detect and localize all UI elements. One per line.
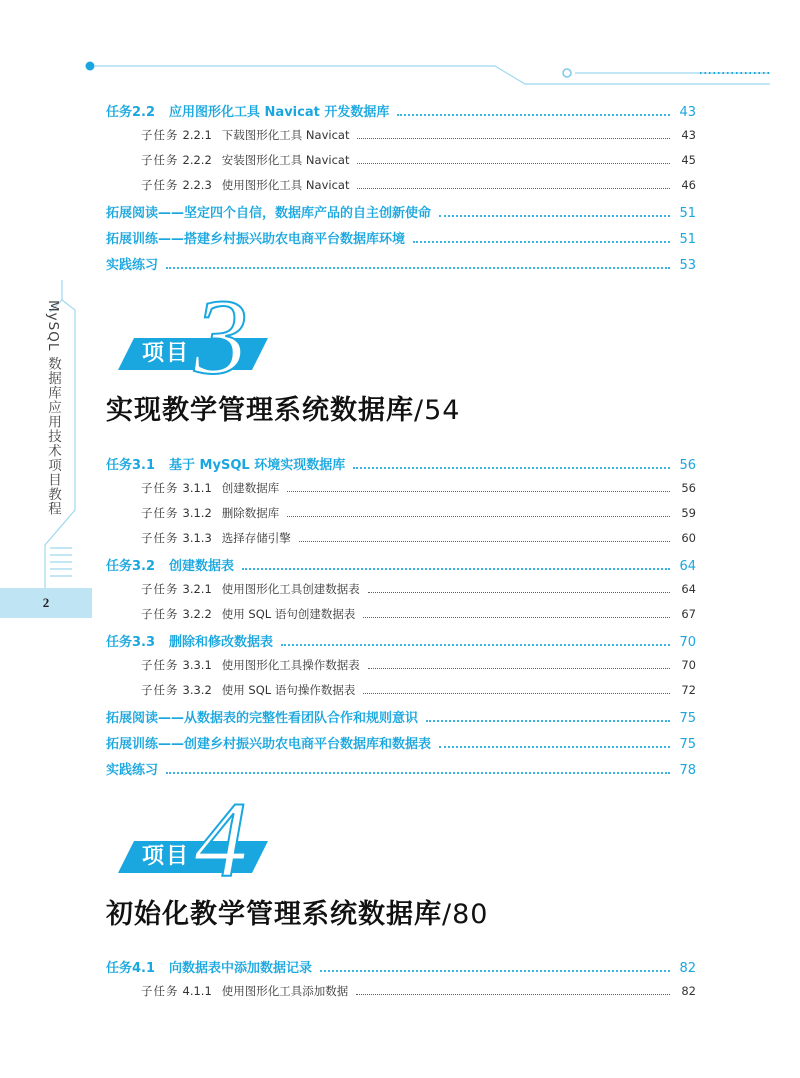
toc-entry-title: 拓展阅读——坚定四个自信，数据库产品的自主创新使命 [106, 206, 432, 221]
toc-entry-number: 2.2.3 [182, 178, 212, 192]
toc-entry-page: 45 [681, 153, 696, 167]
dot-leader [299, 541, 670, 542]
toc-entry-subtask[interactable] [141, 657, 696, 673]
toc-entry-task[interactable] [106, 759, 696, 778]
toc-entry-number: 3.2.1 [182, 582, 212, 596]
toc-entry-title: 使用 SQL 语句操作数据表 [221, 683, 356, 697]
toc-entry-page: 56 [681, 481, 696, 495]
toc-entry-subtask[interactable] [141, 606, 696, 622]
subtask-prefix: 子任务 [141, 607, 179, 621]
toc-entry-page: 51 [679, 206, 696, 221]
toc-entry-title: 删除和修改数据表 [169, 635, 274, 650]
toc-entry-page: 64 [681, 582, 696, 596]
project-4-title[interactable] [106, 892, 488, 931]
toc-entry-number: 任务3.3 [106, 635, 156, 650]
project-3-number: 3 [194, 278, 248, 397]
project-3-badge [118, 278, 276, 397]
toc-entry-page: 43 [681, 128, 696, 142]
toc-entry-title: 删除数据库 [221, 506, 280, 520]
toc-entry-title: 创建数据库 [221, 481, 280, 495]
toc-entry-page: 67 [681, 607, 696, 621]
toc-entry-number: 3.3.2 [182, 683, 212, 697]
project-4-badge [118, 781, 276, 900]
toc-entry-page: 56 [679, 458, 696, 473]
toc-entry-subtask[interactable] [141, 480, 696, 496]
project-3-page: /54 [414, 395, 461, 426]
toc-entry-page: 51 [679, 232, 696, 247]
toc-entry-title: 拓展训练——创建乡村振兴助农电商平台数据库和数据表 [106, 737, 432, 752]
subtask-prefix: 子任务 [141, 481, 179, 495]
toc-entry-page: 78 [679, 763, 696, 778]
toc-entry-task[interactable] [106, 202, 696, 221]
dot-leader [363, 617, 670, 618]
dot-leader [353, 467, 670, 469]
dot-leader [439, 746, 670, 748]
toc-entry-task[interactable] [106, 254, 696, 273]
dot-leader [356, 994, 670, 995]
subtask-prefix: 子任务 [141, 128, 179, 142]
dot-leader [368, 592, 670, 593]
toc-entry-number: 任务3.1 [106, 458, 156, 473]
subtask-prefix: 子任务 [141, 506, 179, 520]
toc-entry-number: 任务3.2 [106, 559, 156, 574]
toc-entry-number: 3.3.1 [182, 658, 212, 672]
book-title-vertical: MySQL 数据库应用技术项目教程 [45, 300, 61, 517]
toc-entry-page: 70 [679, 635, 696, 650]
toc-entry-page: 46 [681, 178, 696, 192]
dot-leader [287, 516, 670, 517]
toc-entry-subtask[interactable] [141, 127, 696, 143]
dot-leader [357, 188, 670, 189]
dot-leader [426, 720, 670, 722]
toc-entry-title: 使用图形化工具创建数据表 [221, 582, 360, 596]
toc-entry-title: 实践练习 [106, 763, 159, 778]
dot-leader [357, 138, 670, 139]
subtask-prefix: 子任务 [141, 658, 179, 672]
toc-entry-number: 2.2.2 [182, 153, 212, 167]
dot-leader [287, 491, 670, 492]
toc-entry-task[interactable] [106, 631, 696, 650]
toc-entry-page: 72 [681, 683, 696, 697]
dot-leader [281, 644, 670, 646]
toc-entry-page: 59 [681, 506, 696, 520]
toc-entry-task[interactable] [106, 733, 696, 752]
toc-entry-title: 使用 SQL 语句创建数据表 [221, 607, 356, 621]
subtask-prefix: 子任务 [141, 582, 179, 596]
subtask-prefix: 子任务 [141, 683, 179, 697]
toc-entry-title: 应用图形化工具 Navicat 开发数据库 [169, 105, 390, 120]
toc-entry-title: 选择存储引擎 [221, 531, 291, 545]
toc-entry-title: 下载图形化工具 Navicat [221, 128, 350, 142]
dot-leader [397, 114, 670, 116]
toc-entry-number: 2.2.1 [182, 128, 212, 142]
toc-entry-page: 70 [681, 658, 696, 672]
toc-entry-page: 64 [679, 559, 696, 574]
subtask-prefix: 子任务 [141, 984, 179, 998]
toc-entry-page: 60 [681, 531, 696, 545]
project-4-page: /80 [442, 899, 489, 930]
toc-entry-page: 75 [679, 711, 696, 726]
project-3-title[interactable] [106, 388, 460, 427]
toc-entry-task[interactable] [106, 228, 696, 247]
toc-entry-title: 创建数据表 [169, 559, 235, 574]
dot-leader [242, 568, 670, 570]
dot-leader [368, 668, 670, 669]
toc-entry-number: 任务2.2 [106, 105, 156, 120]
toc-entry-subtask[interactable] [141, 682, 696, 698]
toc-entry-number: 4.1.1 [182, 984, 212, 998]
toc-entry-title: 安装图形化工具 Navicat [221, 153, 350, 167]
toc-entry-title: 拓展阅读——从数据表的完整性看团队合作和规则意识 [106, 711, 419, 726]
dot-leader [413, 241, 670, 243]
toc-entry-subtask[interactable] [141, 983, 696, 999]
toc-entry-subtask[interactable] [141, 177, 696, 193]
toc-entry-number: 3.1.1 [182, 481, 212, 495]
project-3-title-text: 实现教学管理系统数据库 [106, 395, 414, 426]
toc-entry-page: 53 [679, 258, 696, 273]
page-number-tab [0, 588, 92, 618]
page-number: 2 [42, 595, 50, 610]
toc-entry-title: 使用图形化工具添加数据 [221, 984, 349, 998]
toc-entry-task[interactable] [106, 957, 696, 976]
dot-leader [439, 215, 670, 217]
toc-entry-page: 75 [679, 737, 696, 752]
toc-entry-task[interactable] [106, 101, 696, 120]
toc-entry-subtask[interactable] [141, 581, 696, 597]
toc-entry-subtask[interactable] [141, 505, 696, 521]
toc-entry-title: 向数据表中添加数据记录 [169, 961, 313, 976]
toc-entry-title: 使用图形化工具操作数据表 [221, 658, 360, 672]
toc-entry-number: 3.1.3 [182, 531, 212, 545]
dot-leader [166, 772, 670, 774]
toc-entry-title: 拓展训练——搭建乡村振兴助农电商平台数据库环境 [106, 232, 406, 247]
project-4-number: 4 [194, 781, 248, 900]
dot-leader [357, 163, 670, 164]
toc-entry-number: 任务4.1 [106, 961, 156, 976]
toc-entry-subtask[interactable] [141, 530, 696, 546]
toc-entry-task[interactable] [106, 555, 696, 574]
project-label: 项目 [142, 844, 191, 869]
subtask-prefix: 子任务 [141, 153, 179, 167]
toc-entry-number: 3.1.2 [182, 506, 212, 520]
subtask-prefix: 子任务 [141, 531, 179, 545]
dot-leader [320, 970, 670, 972]
toc-entry-number: 3.2.2 [182, 607, 212, 621]
toc-entry-page: 82 [681, 984, 696, 998]
project-label: 项目 [142, 341, 191, 366]
project-4-title-text: 初始化教学管理系统数据库 [106, 899, 442, 930]
toc-entry-subtask[interactable] [141, 152, 696, 168]
dot-leader [166, 267, 670, 269]
toc-entry-task[interactable] [106, 707, 696, 726]
subtask-prefix: 子任务 [141, 178, 179, 192]
dot-leader [363, 693, 670, 694]
toc-entry-title: 实践练习 [106, 258, 159, 273]
toc-entry-page: 43 [679, 105, 696, 120]
toc-entry-title: 基于 MySQL 环境实现数据库 [169, 458, 346, 473]
toc-entry-page: 82 [679, 961, 696, 976]
toc-entry-title: 使用图形化工具 Navicat [221, 178, 350, 192]
toc-entry-task[interactable] [106, 454, 696, 473]
